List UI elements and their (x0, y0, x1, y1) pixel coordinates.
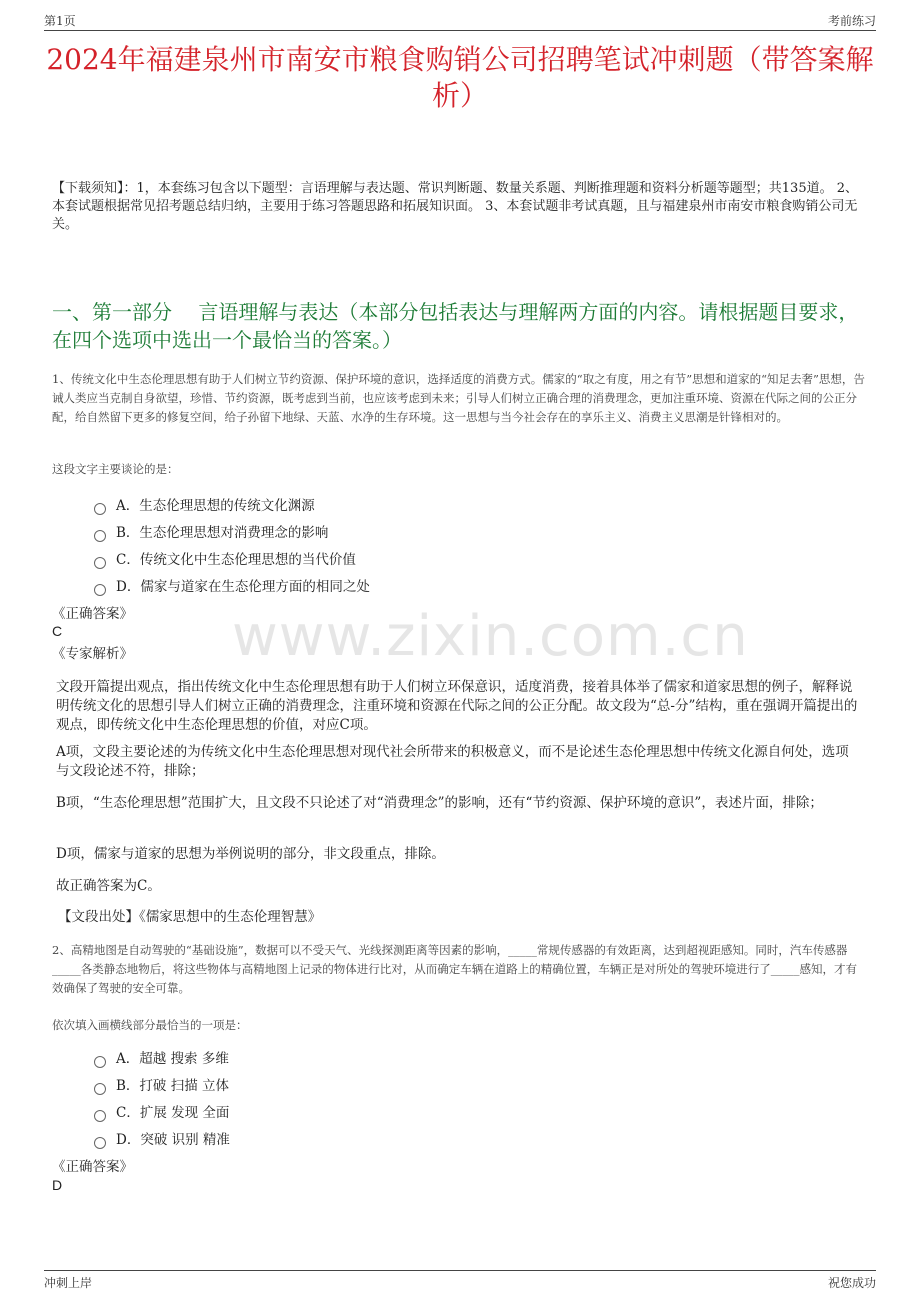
q1-analysis-paragraph: D项，儒家与道家的思想为举例说明的部分，非文段重点，排除。 (56, 846, 445, 862)
q1-option-a[interactable] (94, 496, 315, 516)
q1-answer: C (52, 623, 63, 639)
radio-icon[interactable] (94, 584, 106, 596)
question-1-text: 1、传统文化中生态伦理思想有助于人们树立节约资源、保护环境的意识，选择适度的消费方式。儒家的“取之有度，用之有节”思想和道家的“知足去奢”思想，告诫人类应当克制自身欲望，珍惜、节约资源，既考虑到当前，也应该考虑到未来；引导人们树立正确合理的消费理念，更加注重环境、资源在代际之间的公正分配，给自然留下更多的修复空间，给子孙留下地绿、天蓝、水净的生存环境。这一思想与当今社会存在的享乐主义、消费主义思潮是针锋相对的。 (52, 372, 865, 424)
option-label: C．传统文化中生态伦理思想的当代价值 (116, 552, 356, 568)
q2-option-c[interactable] (94, 1103, 229, 1123)
q1-source: 【文段出处】《儒家思想中的生态伦理智慧》 (58, 909, 322, 925)
q1-analysis-paragraph: 文段开篇提出观点，指出传统文化中生态伦理思想有助于人们树立环保意识，适度消费，接着具体举了儒家和道家思想的例子，解释说明传统文化的思想引导人们树立正确的消费理念，注重环境和资源在代际之间的公正分配。故文段为“总-分”结构，重在强调开篇提出的观点，即传统文化中生态伦理思想的价值，对应C项。 (56, 679, 858, 733)
radio-icon[interactable] (94, 1110, 106, 1122)
q1-analysis-paragraph: B项，“生态伦理思想”范围扩大，且文段不只论述了对“消费理念”的影响，还有“节约资源、保护环境的意识”，表述片面，排除； (56, 795, 823, 811)
page-header (44, 10, 876, 31)
download-notice: 【下载须知】：1，本套练习包含以下题型：言语理解与表达题、常识判断题、数量关系题、判断推理题和资料分析题等题型；共135道。 2、本套试题根据常见招考题总结归纳，主要用于练习答题思路和拓展知识面。 3、本套试题非考试真题，且与福建泉州市南安市粮食购销公司无关。 (52, 181, 858, 232)
footer-left-text: 冲刺上岸 (44, 1275, 93, 1290)
radio-icon[interactable] (94, 1137, 106, 1149)
q2-answer: D (52, 1177, 63, 1193)
question-1-prompt: 这段文字主要谈论的是： (52, 462, 179, 476)
option-label: D．儒家与道家在生态伦理方面的相同之处 (116, 579, 370, 595)
option-label: B．生态伦理思想对消费理念的影响 (116, 525, 329, 541)
option-label: C．扩展 发现 全面 (116, 1105, 230, 1121)
watermark: www.zixin.com.cn (232, 604, 749, 669)
q1-analysis-paragraph: A项，文段主要论述的为传统文化中生态伦理思想对现代社会所带来的积极意义，而不是论述生态伦理思想中传统文化源自何处，选项与文段论述不符，排除； (56, 744, 849, 779)
q2-option-d[interactable] (94, 1130, 230, 1150)
q1-analysis-label: 《专家解析》 (52, 646, 133, 662)
q1-option-b[interactable] (94, 523, 328, 543)
radio-icon[interactable] (94, 1083, 106, 1095)
radio-icon[interactable] (94, 530, 106, 542)
radio-icon[interactable] (94, 1056, 106, 1068)
section-heading: 一、第一部分 言语理解与表达（本部分包括表达与理解两方面的内容。请根据题目要求，在四个选项中选出一个最恰当的答案。） (52, 300, 859, 352)
q1-answer-label: 《正确答案》 (52, 606, 133, 622)
page-footer (44, 1270, 876, 1293)
q2-answer-label: 《正确答案》 (52, 1159, 133, 1175)
q2-option-b[interactable] (94, 1076, 229, 1096)
footer-right-text: 祝您成功 (827, 1275, 876, 1290)
header-tag: 考前练习 (827, 13, 876, 28)
document-title: 2024年福建泉州市南安市粮食购销公司招聘笔试冲刺题（带答案解析） (46, 43, 874, 112)
q2-option-a[interactable] (94, 1049, 229, 1069)
radio-icon[interactable] (94, 557, 106, 569)
option-label: D．突破 识别 精准 (116, 1132, 230, 1148)
page-number: 第1页 (44, 13, 76, 28)
q1-option-c[interactable] (94, 550, 356, 570)
question-2-text: 2、高精地图是自动驾驶的“基础设施”，数据可以不受天气、光线探测距离等因素的影响，_____常规传感器的有效距离，达到超视距感知。同时，汽车传感器_____各类静态地物后，将这些物体与高精地图上记录的物体进行比对，从而确定车辆在道路上的精确位置，车辆正是对所处的驾驶环境进行了_____感知，才有效确保了驾驶的安全可靠。 (52, 943, 857, 995)
option-label: B．打破 扫描 立体 (116, 1078, 230, 1094)
q1-analysis-paragraph: 故正确答案为C。 (56, 878, 161, 894)
radio-icon[interactable] (94, 503, 106, 515)
question-2-prompt: 依次填入画横线部分最恰当的一项是： (52, 1018, 248, 1032)
option-label: A．超越 搜索 多维 (116, 1051, 229, 1067)
option-label: A．生态伦理思想的传统文化渊源 (116, 498, 315, 514)
q1-option-d[interactable] (94, 577, 370, 597)
